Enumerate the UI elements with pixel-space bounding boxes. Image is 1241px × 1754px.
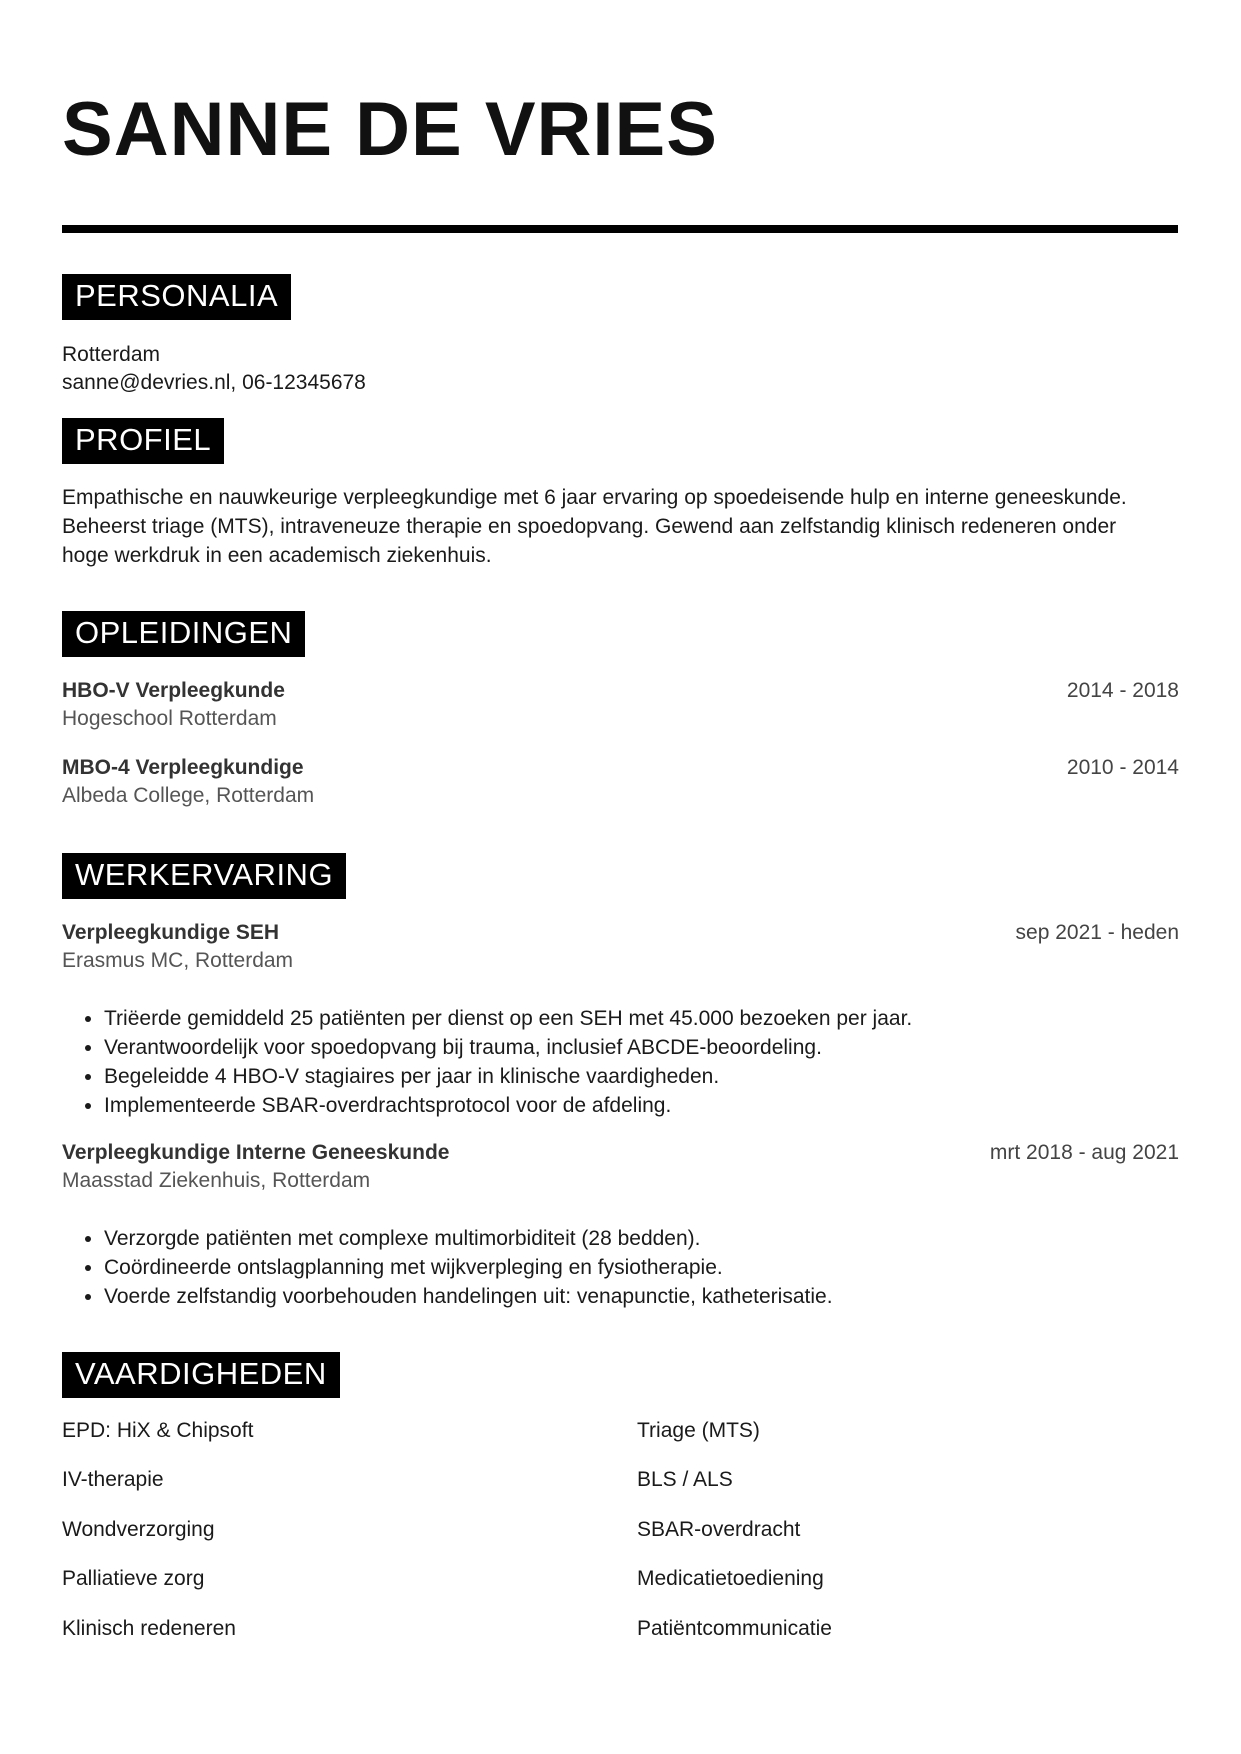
personalia-contact: sanne@devries.nl, 06-12345678 xyxy=(62,371,366,394)
list-item: • Verzorgde patiënten met complexe multimorbiditeit (28 bedden). xyxy=(104,1224,1174,1253)
education-title: HBO-V Verpleegkunde xyxy=(62,679,285,702)
skill-item: SBAR-overdracht xyxy=(637,1518,801,1541)
job-title: Verpleegkundige SEH xyxy=(62,921,280,944)
job-period: mrt 2018 - aug 2021 xyxy=(989,1141,1179,1164)
skill-item: Palliatieve zorg xyxy=(62,1567,205,1590)
education-period: 2014 - 2018 xyxy=(1066,679,1179,702)
section-title-vaardigheden: VAARDIGHEDEN xyxy=(62,1352,340,1398)
job-title: Verpleegkundige Interne Geneeskunde xyxy=(62,1141,450,1164)
skill-item: BLS / ALS xyxy=(637,1468,733,1491)
skill-item: Wondverzorging xyxy=(62,1518,215,1541)
section-title-profiel: PROFIEL xyxy=(62,418,224,464)
skill-item: Triage (MTS) xyxy=(637,1419,760,1442)
list-item: • Triëerde gemiddeld 25 patiënten per dienst op een SEH met 45.000 bezoeken per jaar. xyxy=(104,1004,1174,1033)
header-divider xyxy=(62,225,1178,233)
skill-item: Patiëntcommunicatie xyxy=(637,1617,832,1640)
section-title-personalia: PERSONALIA xyxy=(62,274,291,320)
skill-item: Klinisch redeneren xyxy=(62,1617,236,1640)
education-period: 2010 - 2014 xyxy=(1066,756,1179,779)
section-title-werkervaring: WERKERVARING xyxy=(62,853,346,899)
skill-item: Medicatietoediening xyxy=(637,1567,824,1590)
skill-item: EPD: HiX & Chipsoft xyxy=(62,1419,254,1442)
education-school: Hogeschool Rotterdam xyxy=(62,707,277,730)
section-title-opleidingen: OPLEIDINGEN xyxy=(62,611,305,657)
job-bullets xyxy=(62,1224,1174,1311)
education-title: MBO-4 Verpleegkundige xyxy=(62,756,304,779)
list-item: • Implementeerde SBAR-overdrachtsprotocol voor de afdeling. xyxy=(104,1091,1174,1120)
candidate-name: SANNE DE VRIES xyxy=(62,87,718,172)
profiel-text: Empathische en nauwkeurige verpleegkundige met 6 jaar ervaring op spoedeisende hulp en interne geneeskunde. Beheerst triage (MTS), intraveneuze therapie en spoedopvang. Gewend aan zelfstandig klinisch redeneren onder hoge werkdruk in een academisch ziekenhuis. xyxy=(62,486,1127,567)
list-item: • Verantwoordelijk voor spoedopvang bij trauma, inclusief ABCDE-beoordeling. xyxy=(104,1033,1174,1062)
personalia-city: Rotterdam xyxy=(62,343,161,366)
job-employer: Maasstad Ziekenhuis, Rotterdam xyxy=(62,1169,371,1192)
education-school: Albeda College, Rotterdam xyxy=(62,784,315,807)
list-item: • Voerde zelfstandig voorbehouden handelingen uit: venapunctie, katheterisatie. xyxy=(104,1282,1174,1311)
job-employer: Erasmus MC, Rotterdam xyxy=(62,949,294,972)
list-item: • Begeleidde 4 HBO-V stagiaires per jaar in klinische vaardigheden. xyxy=(104,1062,1174,1091)
skill-item: IV-therapie xyxy=(62,1468,164,1491)
job-period: sep 2021 - heden xyxy=(1015,921,1179,944)
list-item: • Coördineerde ontslagplanning met wijkverpleging en fysiotherapie. xyxy=(104,1253,1174,1282)
job-bullets xyxy=(62,1004,1174,1120)
